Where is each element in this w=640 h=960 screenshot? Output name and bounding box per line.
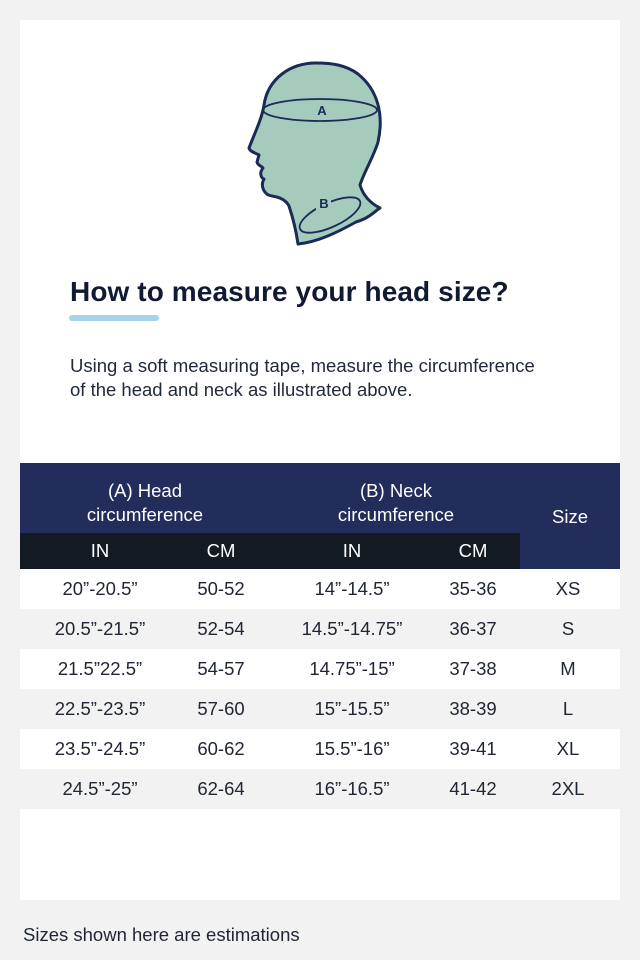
size-chart-table — [20, 463, 620, 809]
head-cm-cell: 62-64 — [197, 778, 245, 799]
head-cm-cell: 54-57 — [197, 658, 245, 679]
table-row — [20, 649, 620, 689]
neck-in-cell: 15.5”-16” — [314, 738, 390, 759]
page-title: How to measure your head size? — [70, 276, 509, 307]
instructions-text: Using a soft measuring tape, measure the circumference of the head and neck as illustrated above. — [70, 355, 535, 400]
size-cell: M — [560, 658, 576, 679]
neck-cm-cell: 36-37 — [449, 618, 497, 639]
size-guide-card — [20, 20, 620, 900]
head-in-cell: 22.5”-23.5” — [54, 698, 146, 719]
size-cell: XL — [556, 738, 580, 759]
neck-in-cell: 14.5”-14.75” — [301, 618, 403, 639]
table-row — [20, 609, 620, 649]
label-b: B — [319, 196, 329, 211]
size-cell: L — [562, 698, 574, 719]
table-row — [20, 729, 620, 769]
label-a: A — [317, 103, 327, 118]
neck-circumference-header — [321, 479, 471, 527]
head-header-line2: circumference — [86, 504, 204, 525]
neck-header-line2: circumference — [337, 504, 455, 525]
neck-in-cell: 14.75”-15” — [309, 658, 395, 679]
table-row — [20, 689, 620, 729]
size-header: Size — [552, 506, 588, 527]
head-circumference-header — [70, 479, 220, 527]
head-cm-subheader: CM — [206, 540, 236, 561]
head-in-cell: 20”-20.5” — [62, 578, 138, 599]
head-cm-cell: 52-54 — [197, 618, 245, 639]
size-cell: S — [561, 618, 575, 639]
neck-cm-cell: 41-42 — [449, 778, 497, 799]
neck-in-subheader: IN — [342, 540, 362, 561]
neck-header-line1: (B) Neck — [360, 480, 432, 501]
table-row — [20, 569, 620, 609]
footnote: Sizes shown here are estimations — [23, 924, 300, 945]
neck-cm-cell: 38-39 — [449, 698, 497, 719]
neck-cm-cell: 39-41 — [449, 738, 497, 759]
size-cell: XS — [555, 578, 581, 599]
neck-cm-cell: 35-36 — [449, 578, 497, 599]
neck-cm-cell: 37-38 — [449, 658, 497, 679]
head-header-line1: (A) Head — [107, 480, 183, 501]
head-in-cell: 23.5”-24.5” — [54, 738, 146, 759]
table-header — [20, 463, 620, 569]
head-in-cell: 21.5”22.5” — [57, 658, 143, 679]
neck-in-cell: 15”-15.5” — [314, 698, 390, 719]
head-in-subheader: IN — [90, 540, 110, 561]
head-in-cell: 20.5”-21.5” — [54, 618, 146, 639]
table-row — [20, 769, 620, 809]
unit-subheader-row — [20, 533, 520, 569]
neck-cm-subheader: CM — [458, 540, 488, 561]
head-cm-cell: 60-62 — [197, 738, 245, 759]
head-measurement-illustration — [246, 60, 386, 250]
neck-in-cell: 14”-14.5” — [314, 578, 390, 599]
size-cell: 2XL — [551, 778, 585, 799]
title-underline — [69, 315, 159, 321]
head-cm-cell: 57-60 — [197, 698, 245, 719]
head-cm-cell: 50-52 — [197, 578, 245, 599]
head-silhouette — [249, 63, 380, 244]
head-in-cell: 24.5”-25” — [62, 778, 138, 799]
neck-in-cell: 16”-16.5” — [314, 778, 390, 799]
